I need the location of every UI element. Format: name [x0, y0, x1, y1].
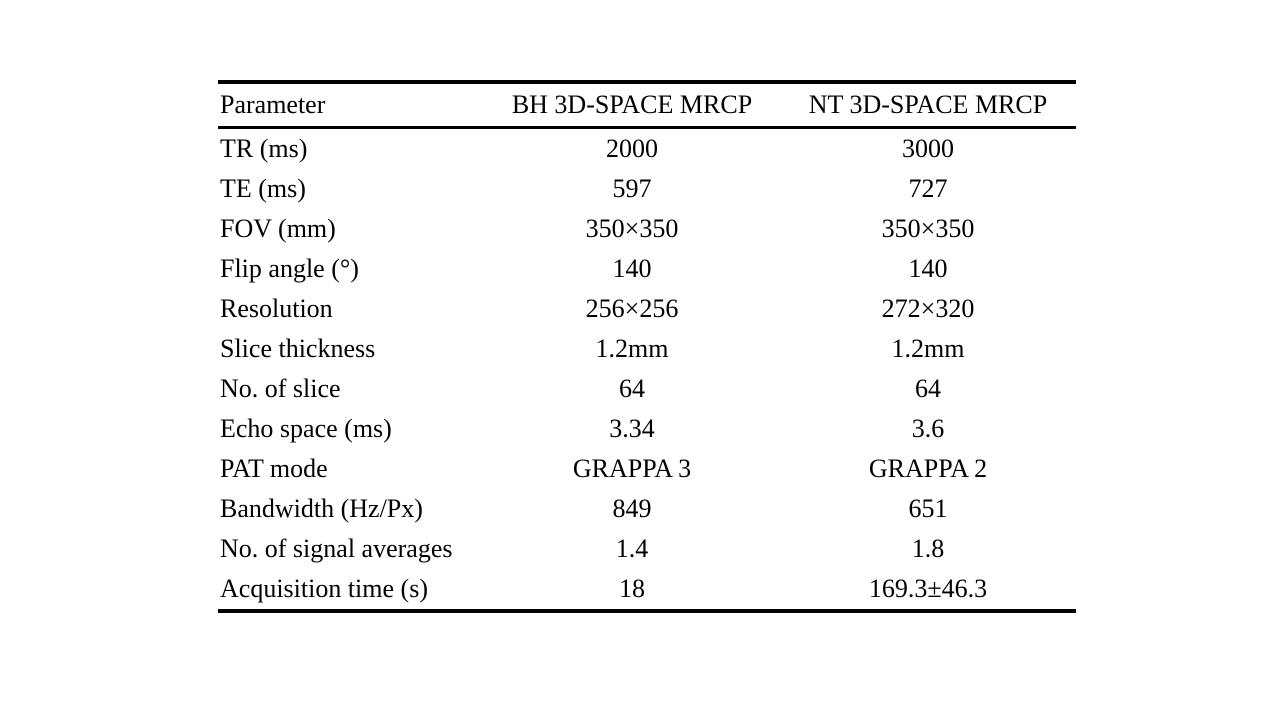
bh-value: 1.4 [615, 534, 649, 563]
nt-value: 64 [915, 374, 941, 403]
table-row [218, 489, 1076, 529]
table-row [218, 209, 1076, 249]
mrcp-parameter-table [218, 80, 1076, 613]
bh-value: 64 [619, 374, 645, 403]
table-row [218, 449, 1076, 489]
bh-value: 18 [619, 574, 645, 603]
bh-value: 2000 [606, 134, 658, 163]
bh-value: 256×256 [585, 294, 679, 323]
bh-value: GRAPPA 3 [572, 454, 692, 483]
nt-value: 272×320 [881, 294, 975, 323]
table-row [218, 329, 1076, 369]
bh-value: 597 [612, 174, 652, 203]
row-label: No. of slice [220, 374, 341, 403]
bh-value: 849 [612, 494, 652, 523]
row-label: No. of signal averages [220, 534, 453, 563]
table-header-row [218, 82, 1076, 128]
nt-value: 1.8 [911, 534, 945, 563]
row-label: Resolution [220, 294, 333, 323]
nt-value: 1.2mm [891, 334, 965, 363]
table-row [218, 128, 1076, 170]
bh-value: 1.2mm [595, 334, 669, 363]
row-label: Flip angle (°) [220, 254, 359, 283]
table-row [218, 169, 1076, 209]
nt-value: 169.3±46.3 [868, 574, 988, 603]
nt-value: 350×350 [881, 214, 975, 243]
nt-value: 3.6 [911, 414, 945, 443]
row-label: Echo space (ms) [220, 414, 392, 443]
row-label: Acquisition time (s) [220, 574, 428, 603]
table-row [218, 529, 1076, 569]
nt-value: 3000 [902, 134, 954, 163]
bh-value: 350×350 [585, 214, 679, 243]
bh-value: 3.34 [609, 414, 655, 443]
row-label: Slice thickness [220, 334, 376, 363]
table-row [218, 369, 1076, 409]
header-parameter: Parameter [220, 90, 326, 119]
row-label: TR (ms) [220, 134, 308, 163]
nt-value: 651 [908, 494, 948, 523]
table-row [218, 569, 1076, 611]
nt-value: 140 [908, 254, 948, 283]
table-row [218, 409, 1076, 449]
nt-value: GRAPPA 2 [868, 454, 988, 483]
header-nt-3d-space-mrcp: NT 3D-SPACE MRCP [808, 90, 1048, 119]
nt-value: 727 [908, 174, 948, 203]
header-bh-3d-space-mrcp: BH 3D-SPACE MRCP [511, 90, 753, 119]
row-label: Bandwidth (Hz/Px) [220, 494, 423, 523]
bh-value: 140 [612, 254, 652, 283]
row-label: PAT mode [220, 454, 328, 483]
table-row [218, 249, 1076, 289]
row-label: TE (ms) [220, 174, 306, 203]
parameter-table-container [218, 80, 1076, 613]
row-label: FOV (mm) [220, 214, 336, 243]
table-row [218, 289, 1076, 329]
